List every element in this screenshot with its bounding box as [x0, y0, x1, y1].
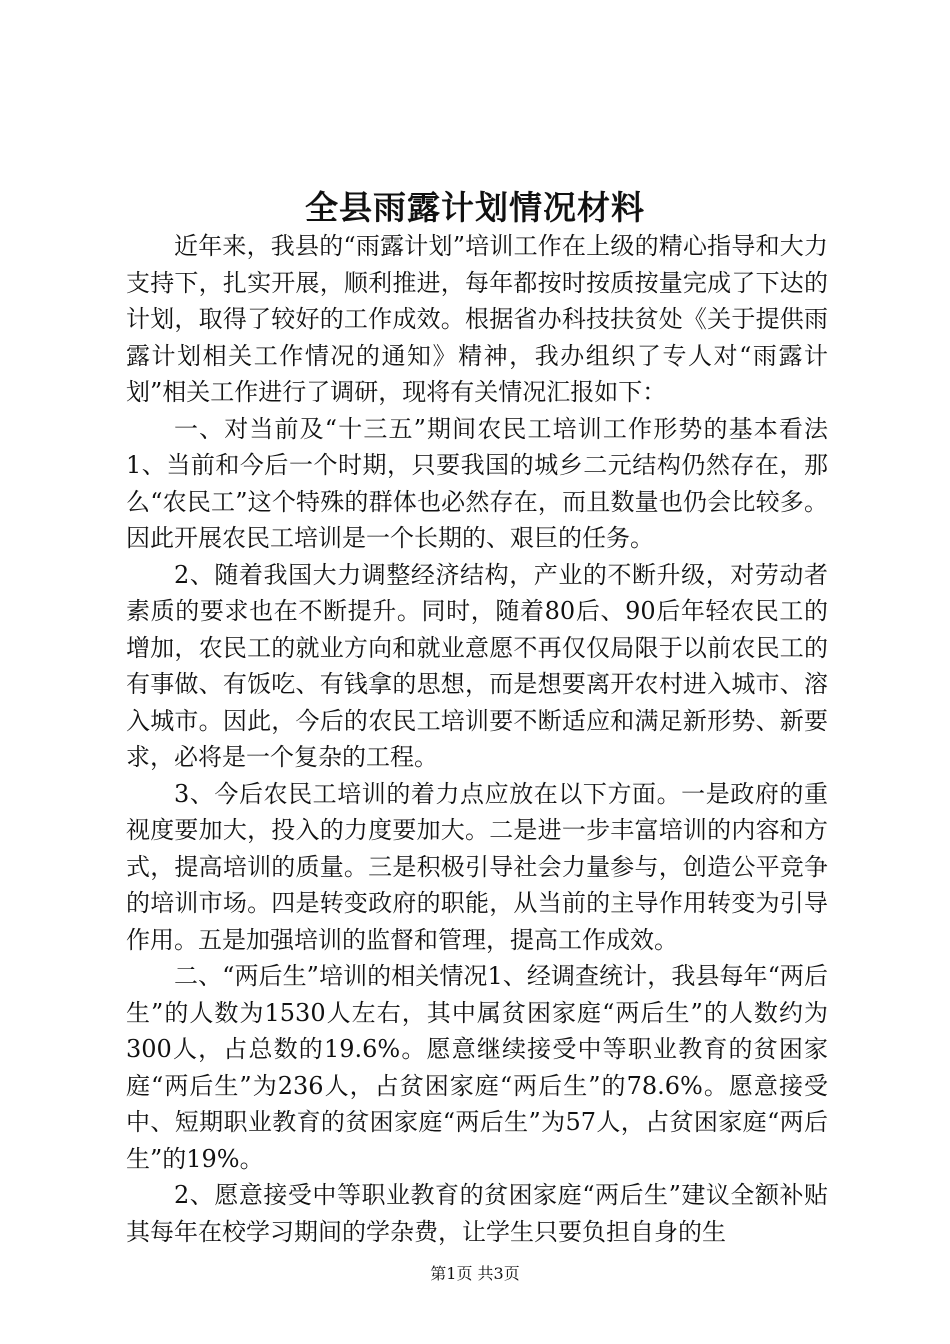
document-title: 全县雨露计划情况材料: [305, 188, 645, 227]
paragraph-section-1: 一、对当前及“十三五”期间农民工培训工作形势的基本看法1、当前和今后一个时期，只要我国的城乡二元结构仍然存在，那么“农民工”这个特殊的群体也必然存在，而且数量也仍会比较多。因此开展农民工培训是一个长期的、艰巨的任务。: [126, 414, 828, 552]
paragraph-section-2: 二、“两后生”培训的相关情况1、经调查统计，我县每年“两后生”的人数为1530人左右，其中属贫困家庭“两后生”的人数约为300人，占总数的19.6%。愿意继续接受中等职业教育的贫困家庭“两后生”为236人，占贫困家庭“两后生”的78.6%。愿意接受中、短期职业教育的贫困家庭“两后生”为57人，占贫困家庭“两后生”的19%。: [126, 962, 828, 1173]
page-footer: 第1页 共3页: [430, 1264, 520, 1283]
paragraph-intro: 近年来，我县的“雨露计划”培训工作在上级的精心指导和大力支持下，扎实开展，顺利推进，每年都按时按质按量完成了下达的计划，取得了较好的工作成效。根据省办科技扶贫处《关于提供雨露计划相关工作情况的通知》精神，我办组织了专人对“雨露计划”相关工作进行了调研，现将有关情况汇报如下：: [126, 232, 828, 406]
document-body: [126, 228, 828, 1250]
paragraph-section-1-item-2: 2、随着我国大力调整经济结构，产业的不断升级，对劳动者素质的要求也在不断提升。同时，随着80后、90后年轻农民工的增加，农民工的就业方向和就业意愿不再仅仅局限于以前农民工的有事做、有饭吃、有钱拿的思想，而是想要离开农村进入城市、溶入城市。因此，今后的农民工培训要不断适应和满足新形势、新要求，必将是一个复杂的工程。: [126, 560, 828, 771]
paragraph-section-2-item-2: 2、愿意接受中等职业教育的贫困家庭“两后生”建议全额补贴其每年在校学习期间的学杂费，让学生只要负担自身的生: [126, 1181, 828, 1246]
paragraph-section-1-item-3: 3、今后农民工培训的着力点应放在以下方面。一是政府的重视度要加大，投入的力度要加大。二是进一步丰富培训的内容和方式，提高培训的质量。三是积极引导社会力量参与，创造公平竞争的培训市场。四是转变政府的职能，从当前的主导作用转变为引导作用。五是加强培训的监督和管理，提高工作成效。: [126, 779, 828, 954]
